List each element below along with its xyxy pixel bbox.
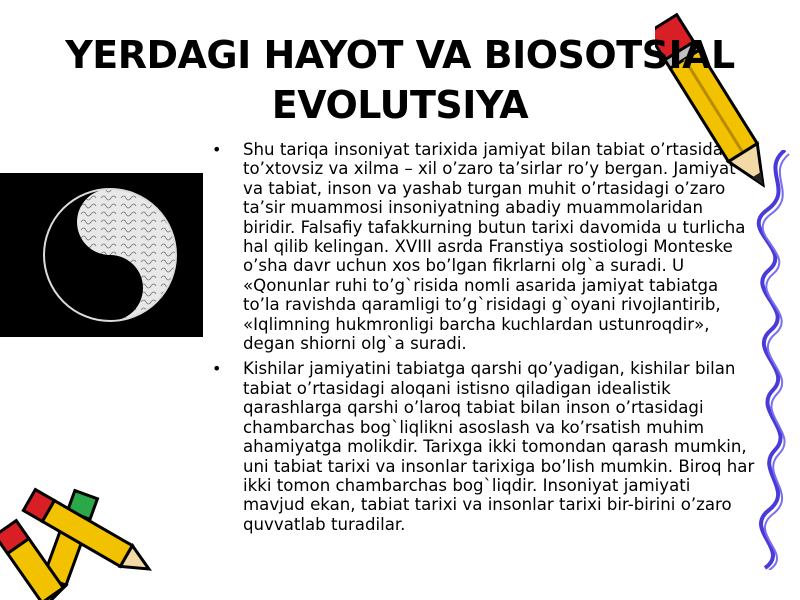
bullet-item — [210, 359, 755, 534]
slide-title: YERDAGI HAYOT VA BIOSOTSIAL EVOLUTSIYA — [65, 33, 735, 127]
yin-yang-icon — [40, 185, 180, 325]
bullet-marker: • — [212, 359, 222, 379]
bullet-text: Kishilar jamiyatini tabiatga qarshi qo’yadigan, kishilar bilan tabiat o’rtasidagi aloqani istisno qiladigan idealistik qarashlarga qarshi o’laroq tabiat bilan inson o’rtasidagi chambarchas bog`liqlikni asoslash va ko’rsatish muhim ahamiyatga molikdir. Tarixga ikki tomondan qarash mumkin, uni tabiat tarixi va insonlar tarixiga bo’lish mumkin. Biroq har ikki tomon chambarchas bog`liqdir. Insoniyat jamiyati mavjud ekan, tabiat tarixi va insonlar tarixi bir-birini o’zaro quvvatlab turadilar. — [243, 359, 755, 534]
bullet-text: Shu tariqa insoniyat tarixida jamiyat bilan tabiat o’rtasida to’xtovsiz va xilma – xil o’zaro ta’sirlar ro’y bergan. Jamiyat va tabiat, inson va yashab turgan muhit o’rtasidagi o’zaro ta’sir muammosi insoniyatning abadiy muammolaridan biridir. Falsafiy tafakkurning butun tarixi davomida u turlicha hal qilib kelingan. XVIII asrda Franstiya sostiologi Monteske o’sha davr uchun xos bo’lgan fikrlarni olg`a suradi. U «Qonunlar ruhi to’g`risida nomli asarida jamiyat tabiatga to’la ravishda qaramligi to’g`risidagi g`oyani rivojlantirib, «Iqlimning hukmronligi barcha kuchlardan ustunroqdir», degan shiorni olg`a suradi. — [243, 140, 746, 354]
bullet-marker: • — [212, 140, 222, 159]
spiral-binding-icon — [755, 150, 800, 570]
yin-yang-image — [0, 173, 203, 337]
bullet-item — [210, 140, 755, 353]
pencils-clipart-icon — [0, 475, 170, 600]
bullet-list — [210, 140, 755, 534]
